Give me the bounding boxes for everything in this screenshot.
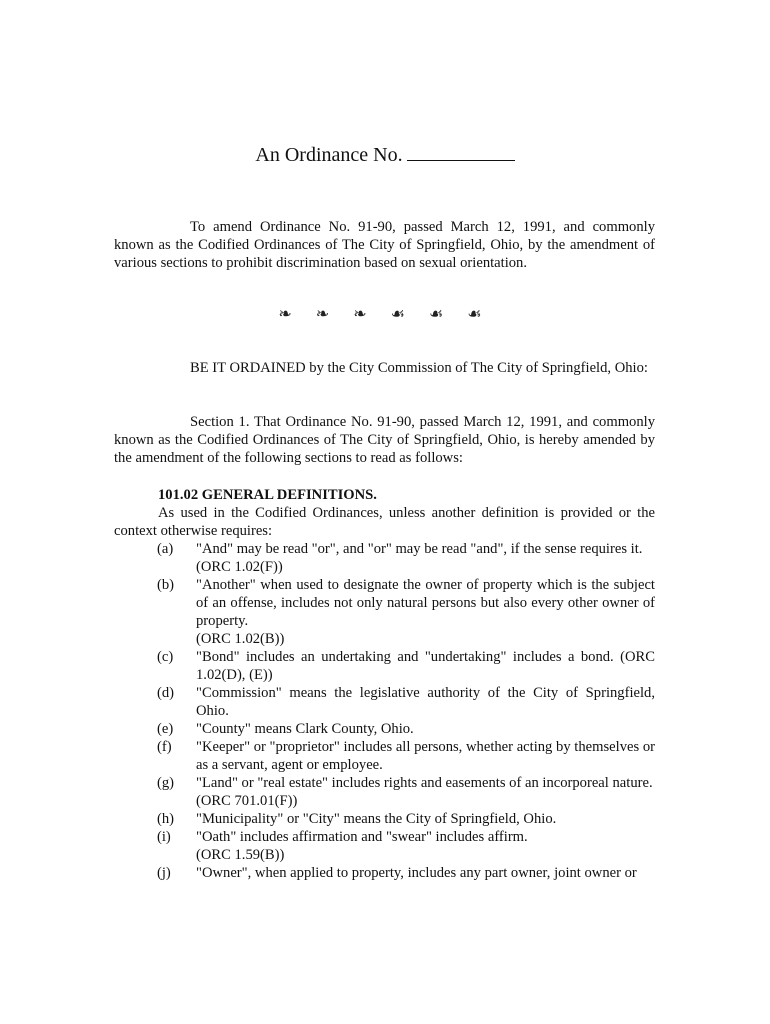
definition-letter: (i) [157,829,171,845]
section-heading: 101.02 GENERAL DEFINITIONS. [158,487,377,503]
definition-letter: (c) [157,649,174,665]
definition-reference: (ORC 701.01(F)) [196,793,298,809]
definition-item [114,828,655,864]
definition-item [114,720,655,738]
definition-item [114,810,655,828]
definition-text: "Keeper" or "proprietor" includes all persons, whether acting by themselves or as a servant, agent or employee. [196,739,655,773]
ordinance-title-text: An Ordinance No. [255,144,403,166]
definition-text: "Commission" means the legislative authority of the City of Springfield, Ohio. [196,685,655,719]
definition-letter: (h) [157,811,175,827]
definition-text: "Owner", when applied to property, includes any part owner, joint owner or [196,865,637,881]
ordinance-number-blank [407,142,515,161]
enactment-clause: BE IT ORDAINED by the City Commission of The City of Springfield, Ohio: [190,360,648,376]
definition-reference: (ORC 1.59(B)) [196,847,285,863]
definition-reference: (ORC 1.02(B)) [196,631,285,647]
definition-item [114,774,655,810]
definition-item [114,576,655,648]
definition-letter: (j) [157,865,171,881]
definitions-list [114,540,655,882]
definitions-intro: As used in the Codified Ordinances, unless another definition is provided or the context otherwise requires: [114,505,655,539]
definition-text: "And" may be read "or", and "or" may be read "and", if the sense requires it. [196,541,643,557]
definition-letter: (g) [157,775,175,791]
definition-text: "Municipality" or "City" means the City of Springfield, Ohio. [196,811,557,827]
definition-item [114,864,655,882]
definition-letter: (b) [157,577,175,593]
definition-letter: (e) [157,721,174,737]
definition-reference: (ORC 1.02(F)) [196,559,283,575]
ordinance-title [0,142,770,167]
section-1-paragraph: Section 1. That Ordinance No. 91-90, passed March 12, 1991, and commonly known as the Codified Ordinances of The City of Springfield, Ohio, is hereby amended by the amendment of the following sections to read as follows: [114,414,655,466]
definition-text: "County" means Clark County, Ohio. [196,721,414,737]
definition-letter: (d) [157,685,175,701]
ornament-divider: ❧ ❧ ❧ ☙ ☙ ☙ [278,306,492,323]
definition-item [114,540,655,576]
definition-letter: (a) [157,541,174,557]
definition-text: "Land" or "real estate" includes rights and easements of an incorporeal nature. [196,775,653,791]
definition-item [114,684,655,720]
definition-text: "Another" when used to designate the owner of property which is the subject of an offense, includes not only natural persons but also every other owner of property. [196,577,655,629]
preamble-paragraph: To amend Ordinance No. 91-90, passed March 12, 1991, and commonly known as the Codified Ordinances of The City of Springfield, Ohio, by the amendment of various sections to prohibit discrimination based on sexual orientation. [114,219,655,271]
definition-text: "Oath" includes affirmation and "swear" includes affirm. [196,829,528,845]
definition-item [114,738,655,774]
definition-letter: (f) [157,739,172,755]
definition-item [114,648,655,684]
definition-text: "Bond" includes an undertaking and "undertaking" includes a bond. (ORC 1.02(D), (E)) [196,649,655,683]
